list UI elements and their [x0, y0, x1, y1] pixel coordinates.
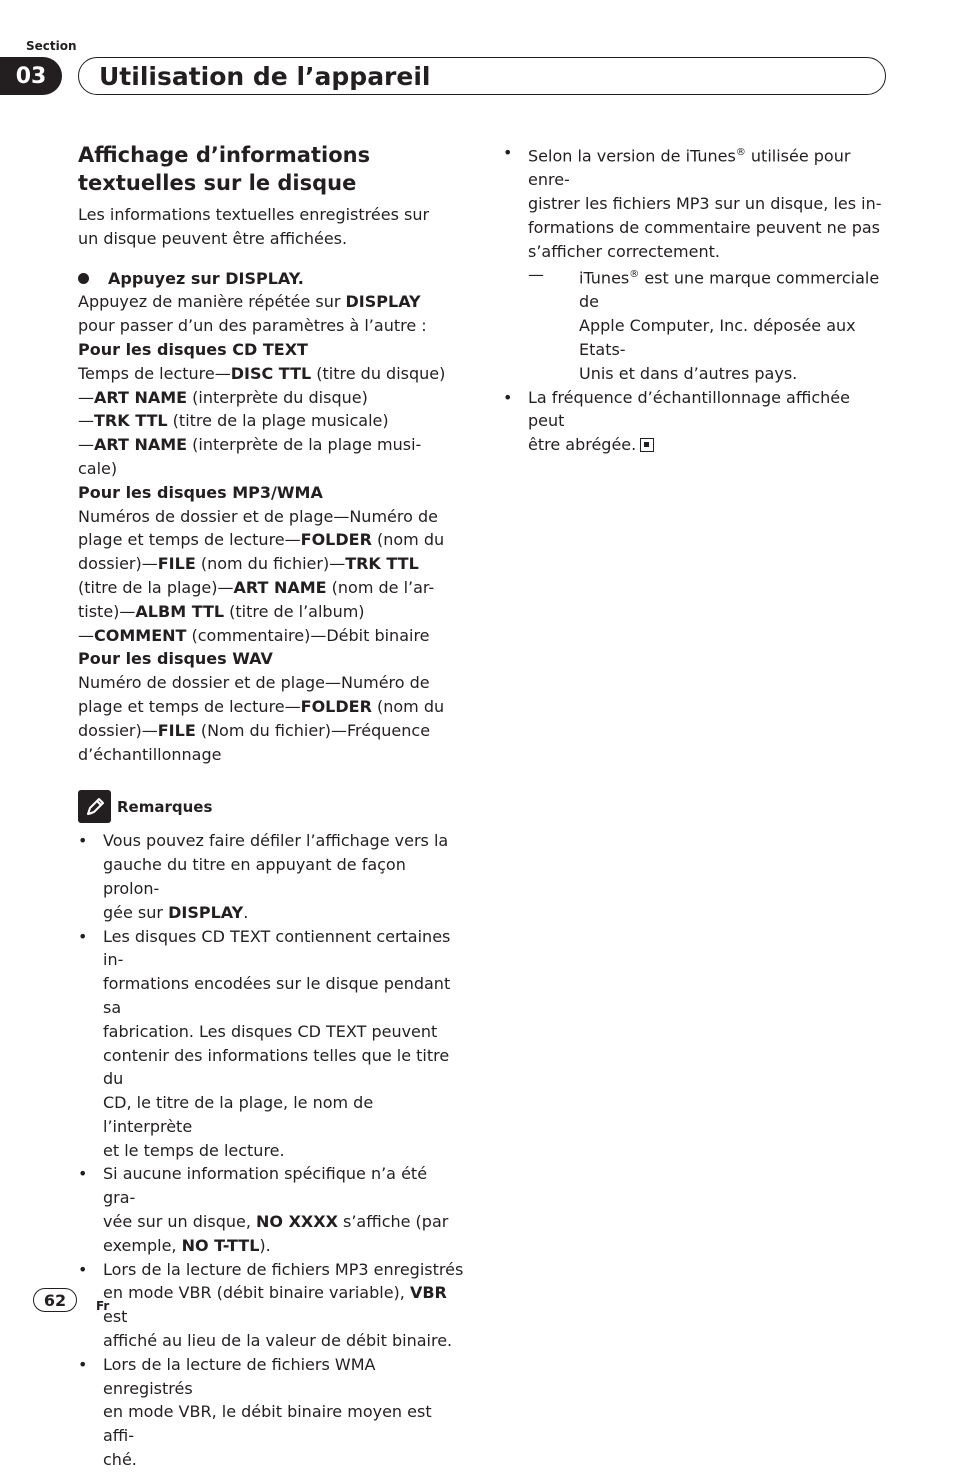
text-segment: dossier)—: [78, 720, 158, 740]
text-segment-bold: NO XXXX: [256, 1212, 338, 1232]
text-segment: vée sur un disque,: [103, 1212, 256, 1232]
right-column: [503, 141, 889, 457]
text-segment: (titre de la plage musicale): [167, 411, 389, 431]
text-segment: (nom du: [371, 530, 445, 550]
text-segment: est: [103, 1307, 128, 1327]
list-item: [78, 1353, 464, 1472]
text-segment: plage et temps de lecture—: [78, 530, 301, 550]
wav-heading: Pour les disques WAV: [78, 649, 273, 669]
text-segment: (titre de la plage)—: [78, 577, 234, 597]
text-segment: Selon la version de iTunes: [528, 146, 736, 166]
text-segment: (Nom du fichier)—Fréquence: [195, 720, 431, 740]
text-segment-bold: ALBM TTL: [135, 601, 225, 621]
text-segment: être abrégée.: [528, 435, 637, 455]
text-segment: Lors de la lecture de fichiers MP3 enregistrés: [103, 1259, 464, 1279]
heading-line: Affichage d’informations: [78, 143, 371, 167]
text-segment: gistrer les fichiers MP3 sur un disque, les in-: [528, 193, 882, 213]
text-segment: (interprète de la plage musi-: [187, 435, 422, 455]
text-segment: (commentaire)—Débit binaire: [186, 625, 430, 645]
bullet-icon: •: [78, 1259, 88, 1279]
text-segment-bold: DISPLAY: [345, 292, 421, 312]
page-number-badge: [33, 1288, 77, 1312]
text-segment: Lors de la lecture de fichiers WMA enregistrés: [103, 1354, 376, 1398]
list-item: [503, 386, 889, 457]
bullet-icon: •: [78, 926, 88, 946]
list-item: [78, 1162, 464, 1257]
text-segment: —: [78, 435, 94, 455]
mp3-wma-sequence: [78, 505, 464, 648]
text-segment: plage et temps de lecture—: [78, 696, 301, 716]
text-segment: gée sur: [103, 902, 169, 922]
text-segment-bold: FILE: [157, 554, 196, 574]
section-number-badge: 03: [0, 57, 62, 95]
text-segment: gauche du titre en appuyant de façon prolon-: [103, 855, 406, 898]
text-line: pour passer d’un des paramètres à l’autre :: [78, 316, 427, 336]
list-item: [78, 829, 464, 924]
text-segment: Vous pouvez faire défiler l’affichage vers la: [103, 831, 449, 851]
section-heading: [78, 141, 464, 197]
list-item: [78, 925, 464, 1163]
bullet-icon: •: [78, 831, 88, 851]
page-title: Utilisation de l’appareil: [99, 61, 431, 91]
pencil-note-icon: [78, 790, 111, 823]
list-item: [78, 1258, 464, 1353]
text-segment: en mode VBR (débit binaire variable),: [103, 1283, 410, 1303]
end-mark-icon: [640, 438, 654, 452]
text-segment-bold: ART NAME: [233, 577, 327, 597]
text-segment-bold: ART NAME: [94, 387, 188, 407]
text-segment: contenir des informations telles que le titre du: [103, 1045, 450, 1089]
text-segment-bold: NO T-TTL: [181, 1235, 260, 1255]
text-line: un disque peuvent être affichées.: [78, 228, 348, 248]
text-segment: dossier)—: [78, 554, 158, 574]
step-description: [78, 290, 464, 338]
page-number: 62: [43, 1290, 67, 1310]
text-segment: fabrication. Les disques CD TEXT peuvent: [103, 1021, 438, 1041]
text-segment: Numéro de dossier et de plage—Numéro de: [78, 673, 430, 693]
cd-text-heading: Pour les disques CD TEXT: [78, 339, 308, 359]
text-segment: ché.: [103, 1450, 137, 1470]
text-segment: —: [78, 625, 94, 645]
text-segment: Appuyez de manière répétée sur: [78, 292, 346, 312]
step-instruction: [78, 267, 464, 291]
text-segment: s’afficher correctement.: [528, 241, 720, 261]
text-segment: (interprète du disque): [187, 387, 368, 407]
text-segment-bold: VBR: [409, 1283, 447, 1303]
text-segment: —: [78, 411, 94, 431]
wav-sequence: [78, 671, 464, 766]
notes-title: Remarques: [117, 797, 213, 816]
right-notes-list: [503, 141, 889, 457]
text-segment: La fréquence d’échantillonnage affichée peut: [528, 387, 850, 431]
text-segment: en mode VBR, le débit binaire moyen est affi-: [103, 1402, 432, 1446]
intro-paragraph: [78, 203, 464, 251]
notes-header: [78, 790, 464, 823]
text-segment-bold: TRK TTL: [345, 554, 419, 574]
step-bullet-icon: [78, 273, 89, 284]
text-segment-bold: COMMENT: [94, 625, 187, 645]
text-segment: et le temps de lecture.: [103, 1140, 285, 1160]
text-segment: Apple Computer, Inc. déposée aux Etats-: [579, 316, 856, 360]
text-segment: Si aucune information spécifique n’a été gra-: [103, 1164, 428, 1208]
language-label: Fr: [96, 1299, 110, 1313]
cd-text-sequence: [78, 362, 464, 481]
left-column: [78, 141, 464, 1472]
text-segment: formations de commentaire peuvent ne pas: [528, 217, 881, 237]
text-segment-bold: FOLDER: [300, 696, 372, 716]
text-segment: s’affiche (par: [337, 1212, 449, 1232]
bullet-icon: •: [503, 387, 513, 407]
text-segment: est une marque commerciale de: [579, 268, 880, 312]
text-segment-bold: DISC TTL: [230, 363, 312, 383]
bullet-icon: •: [78, 1164, 88, 1184]
sub-note-text: [553, 263, 889, 385]
section-label: Section: [26, 39, 77, 53]
mp3-wma-heading: Pour les disques MP3/WMA: [78, 482, 323, 502]
text-segment: .: [243, 902, 249, 922]
registered-mark: ®: [735, 147, 746, 158]
bullet-icon: •: [78, 1354, 88, 1374]
sub-note: [528, 263, 889, 385]
text-segment: (nom du: [371, 696, 445, 716]
text-segment: (titre du disque): [311, 363, 446, 383]
list-item: [503, 141, 889, 386]
text-segment: CD, le titre de la plage, le nom de l’interprète: [103, 1093, 374, 1136]
text-segment: —: [78, 387, 94, 407]
text-line: Les informations textuelles enregistrées sur: [78, 205, 430, 224]
text-segment: cale): [78, 458, 118, 478]
text-segment: (titre de l’album): [224, 601, 365, 621]
step-label: Appuyez sur DISPLAY.: [108, 268, 304, 288]
text-segment: iTunes: [579, 268, 630, 288]
text-segment: (nom du fichier)—: [195, 554, 346, 574]
text-segment: formations encodées sur le disque pendant sa: [103, 974, 451, 1017]
dash-marker: —: [528, 265, 544, 285]
heading-line: textuelles sur le disque: [78, 171, 357, 195]
text-segment: Numéros de dossier et de plage—Numéro de: [78, 506, 438, 526]
text-segment: Les disques CD TEXT contiennent certaines in-: [103, 926, 451, 970]
text-segment: tiste)—: [78, 601, 136, 621]
text-segment: utilisée pour enre-: [528, 146, 851, 190]
text-segment: Temps de lecture—: [78, 363, 231, 383]
bullet-icon: •: [503, 143, 513, 162]
text-segment: (nom de l’ar-: [326, 577, 435, 597]
text-segment: ).: [259, 1235, 271, 1255]
text-segment: exemple,: [103, 1235, 182, 1255]
text-segment-bold: DISPLAY: [168, 902, 244, 922]
notes-list: [78, 829, 464, 1472]
text-segment: Unis et dans d’autres pays.: [579, 363, 798, 383]
text-segment: affiché au lieu de la valeur de débit binaire.: [103, 1331, 453, 1351]
page-title-box: [78, 57, 886, 95]
text-segment-bold: TRK TTL: [94, 411, 168, 431]
text-segment: d’échantillonnage: [78, 744, 222, 764]
text-segment-bold: FOLDER: [300, 530, 372, 550]
registered-mark: ®: [629, 269, 640, 281]
text-segment-bold: FILE: [157, 720, 196, 740]
text-segment-bold: ART NAME: [94, 435, 188, 455]
